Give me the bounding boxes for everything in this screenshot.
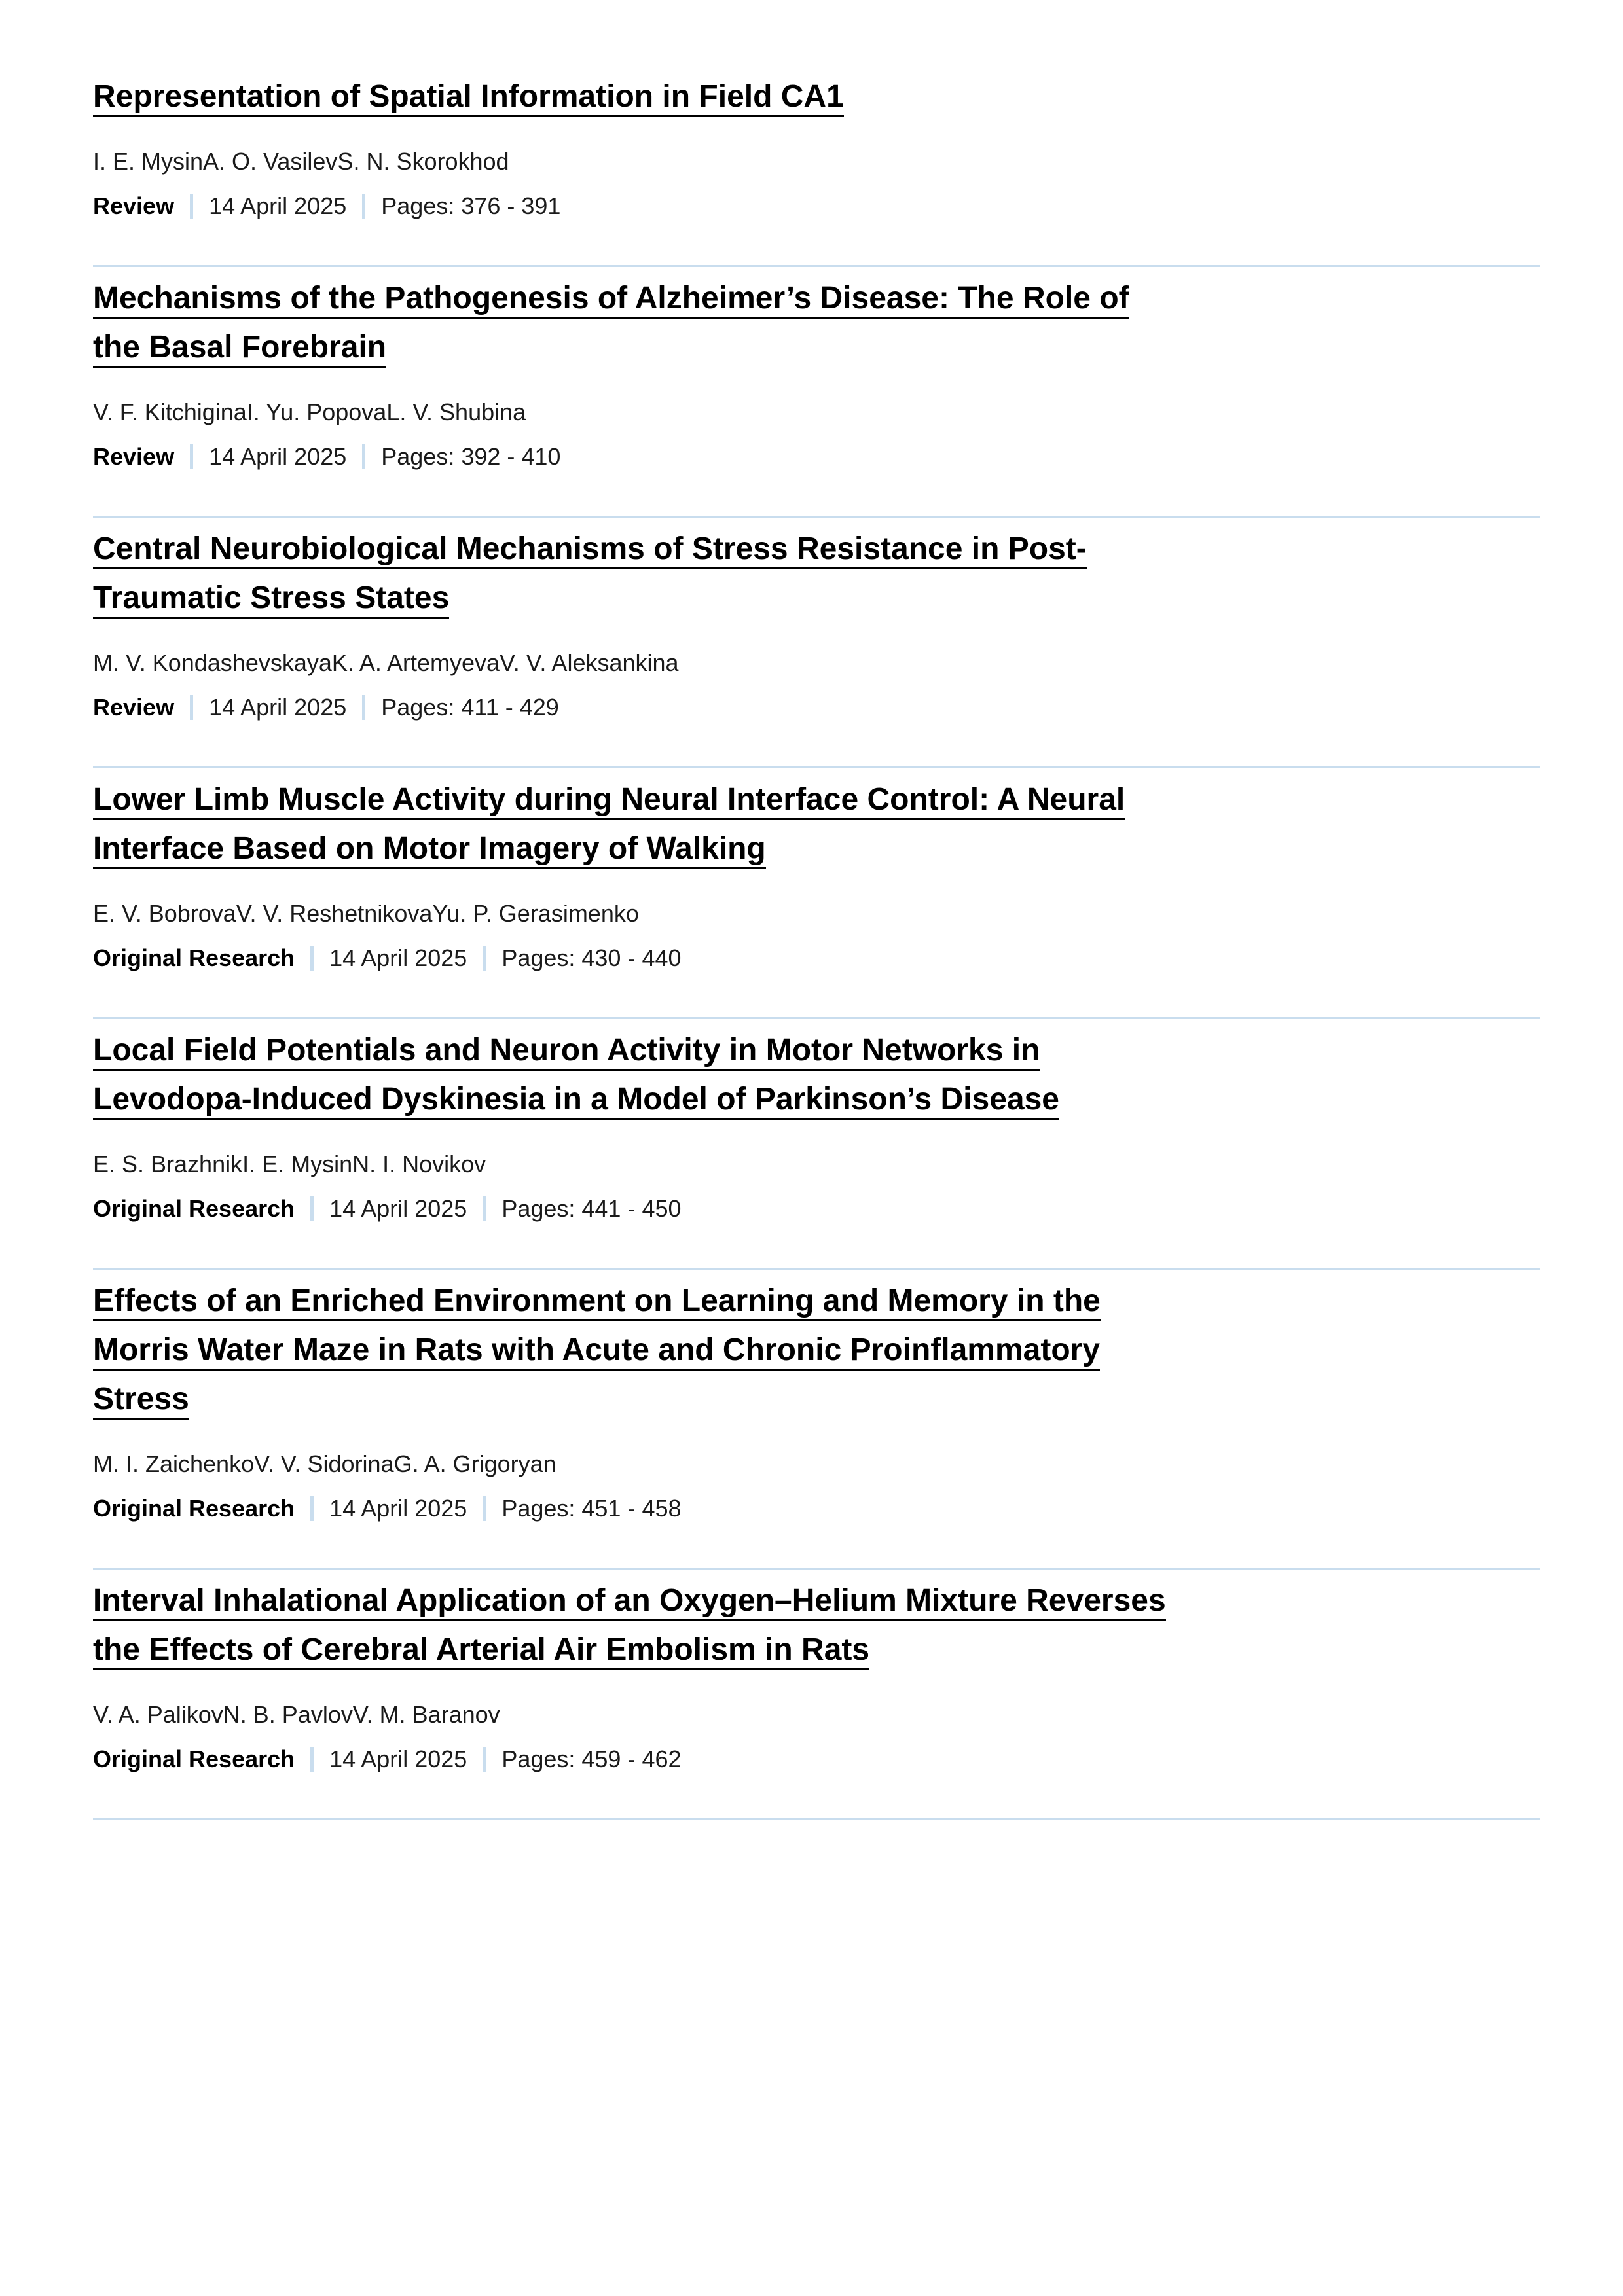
meta-separator <box>310 946 314 971</box>
article-item <box>93 1570 1540 1820</box>
article-date: 14 April 2025 <box>329 1495 467 1522</box>
meta-separator <box>310 1747 314 1772</box>
article-type: Original Research <box>93 1746 295 1772</box>
article-type: Original Research <box>93 1495 295 1522</box>
article-title-link[interactable]: Interval Inhalational Application of an Oxygen–Helium Mixture Reverses the Effects of Cerebral Arterial Air Embolism in Rats <box>93 1576 1180 1674</box>
article-authors: M. V. KondashevskayaK. A. ArtemyevaV. V. Aleksankina <box>93 649 679 676</box>
article-meta <box>93 1744 1540 1775</box>
article-title-link[interactable]: Effects of an Enriched Environment on Learning and Memory in the Morris Water Maze in Rats with Acute and Chronic Proinflammatory Stress <box>93 1276 1180 1424</box>
article-pages: Pages: 392 - 410 <box>381 443 561 470</box>
article-authors: V. F. KitchiginaI. Yu. PopovaL. V. Shubina <box>93 399 526 425</box>
article-pages: Pages: 376 - 391 <box>381 192 561 219</box>
article-date: 14 April 2025 <box>209 443 347 470</box>
meta-separator <box>483 946 486 971</box>
article-item <box>93 267 1540 518</box>
article-meta <box>93 942 1540 974</box>
article-pages: Pages: 430 - 440 <box>501 944 682 971</box>
article-date: 14 April 2025 <box>209 192 347 219</box>
article-meta <box>93 190 1540 222</box>
meta-separator <box>190 695 193 720</box>
article-title-link[interactable]: Local Field Potentials and Neuron Activity in Motor Networks in Levodopa-Induced Dyskinesia in a Model of Parkinson’s Disease <box>93 1026 1180 1124</box>
article-meta <box>93 441 1540 473</box>
meta-separator <box>310 1196 314 1221</box>
article-type: Review <box>93 192 175 219</box>
article-pages: Pages: 441 - 450 <box>501 1195 682 1222</box>
article-type: Original Research <box>93 944 295 971</box>
article-type: Original Research <box>93 1195 295 1222</box>
meta-separator <box>483 1747 486 1772</box>
article-item <box>93 1270 1540 1570</box>
article-meta <box>93 1193 1540 1225</box>
article-date: 14 April 2025 <box>329 1195 467 1222</box>
meta-separator <box>362 444 365 469</box>
article-item <box>93 518 1540 768</box>
article-date: 14 April 2025 <box>209 694 347 721</box>
article-item <box>93 768 1540 1019</box>
meta-separator <box>190 444 193 469</box>
article-meta <box>93 1493 1540 1524</box>
article-pages: Pages: 451 - 458 <box>501 1495 682 1522</box>
article-authors: I. E. MysinA. O. VasilevS. N. Skorokhod <box>93 148 509 175</box>
article-title-link[interactable]: Mechanisms of the Pathogenesis of Alzheimer’s Disease: The Role of the Basal Forebrain <box>93 274 1180 372</box>
article-title-link[interactable]: Central Neurobiological Mechanisms of Stress Resistance in Post-Traumatic Stress States <box>93 524 1180 622</box>
article-pages: Pages: 459 - 462 <box>501 1746 682 1772</box>
article-item <box>93 1019 1540 1270</box>
article-title-link[interactable]: Lower Limb Muscle Activity during Neural Interface Control: A Neural Interface Based on Motor Imagery of Walking <box>93 775 1180 873</box>
meta-separator <box>310 1496 314 1521</box>
article-type: Review <box>93 694 175 721</box>
article-item <box>93 72 1540 267</box>
article-list <box>93 72 1540 1820</box>
article-pages: Pages: 411 - 429 <box>381 694 559 721</box>
meta-separator <box>362 194 365 219</box>
article-meta <box>93 692 1540 723</box>
article-date: 14 April 2025 <box>329 944 467 971</box>
meta-separator <box>362 695 365 720</box>
article-date: 14 April 2025 <box>329 1746 467 1772</box>
article-authors: V. A. PalikovN. B. PavlovV. M. Baranov <box>93 1701 500 1728</box>
article-authors: E. V. BobrovaV. V. ReshetnikovaYu. P. Gerasimenko <box>93 900 639 927</box>
article-authors: E. S. BrazhnikI. E. MysinN. I. Novikov <box>93 1151 486 1177</box>
meta-separator <box>483 1196 486 1221</box>
article-title-link[interactable]: Representation of Spatial Information in Field CA1 <box>93 72 1180 121</box>
article-type: Review <box>93 443 175 470</box>
meta-separator <box>190 194 193 219</box>
article-authors: M. I. ZaichenkoV. V. SidorinaG. A. Grigoryan <box>93 1450 556 1477</box>
meta-separator <box>483 1496 486 1521</box>
